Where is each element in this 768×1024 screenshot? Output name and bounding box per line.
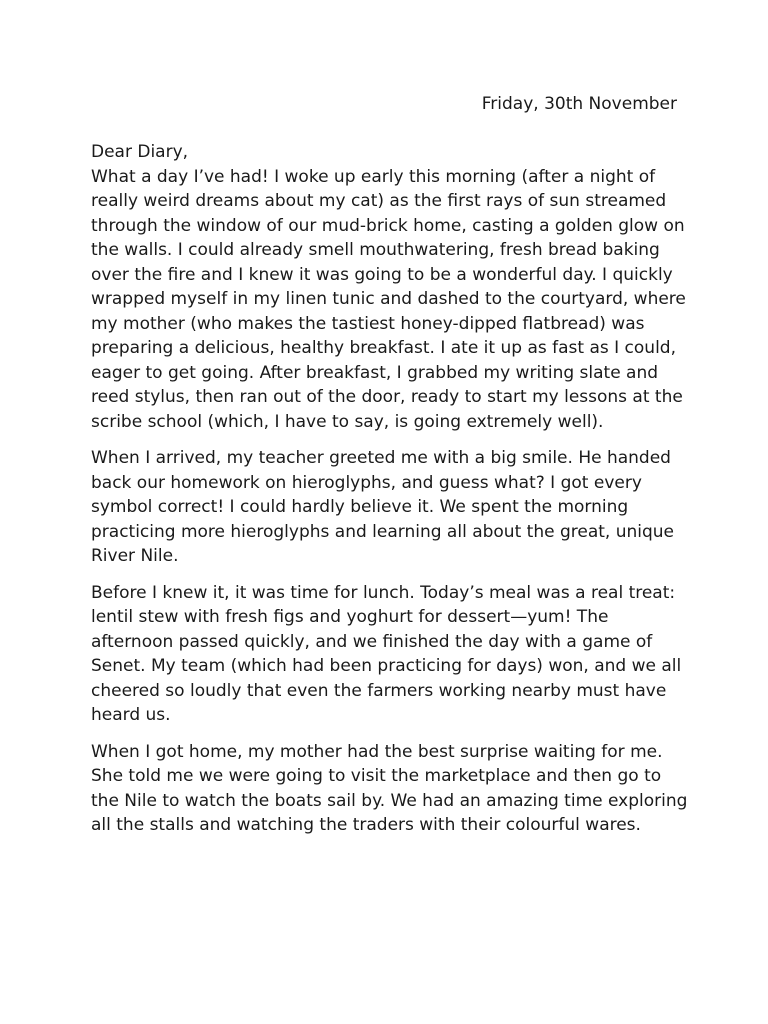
diary-salutation: Dear Diary, bbox=[91, 142, 189, 162]
diary-page bbox=[91, 92, 691, 850]
diary-paragraph: When I got home, my mother had the best surprise waiting for me. She told me we were going to visit the marketplace and then go to the Nile to watch the boats sail by. We had an amazing time exploring all the stalls and watching the traders with their colourful wares. bbox=[91, 741, 688, 835]
diary-date: Friday, 30th November bbox=[481, 94, 677, 114]
diary-paragraph: Before I knew it, it was time for lunch. Today’s meal was a real treat: lentil stew with fresh figs and yoghurt for dessert—yum! The afternoon passed quickly, and we finished the day with a game of Senet. My team (which had been practicing for days) won, and we all cheered so loudly that even the farmers working nearby must have heard us. bbox=[91, 582, 682, 725]
diary-paragraph: What a day I’ve had! I woke up early this morning (after a night of really weird dreams about my cat) as the first rays of sun streamed through the window of our mud-brick home, casting a golden glow on the walls. I could already smell mouthwatering, fresh bread baking over the fire and I knew it was going to be a wonderful day. I quickly wrapped myself in my linen tunic and dashed to the courtyard, where my mother (who makes the tastiest honey-dipped flatbread) was preparing a delicious, healthy breakfast. I ate it up as fast as I could, eager to get going. After breakfast, I grabbed my writing slate and reed stylus, then ran out of the door, ready to start my lessons at the scribe school (which, I have to say, is going extremely well). bbox=[91, 166, 686, 432]
diary-paragraph: When I arrived, my teacher greeted me with a big smile. He handed back our homework on hieroglyphs, and guess what? I got every symbol correct! I could hardly believe it. We spent the morning practicing more hieroglyphs and learning all about the great, unique River Nile. bbox=[91, 448, 675, 566]
